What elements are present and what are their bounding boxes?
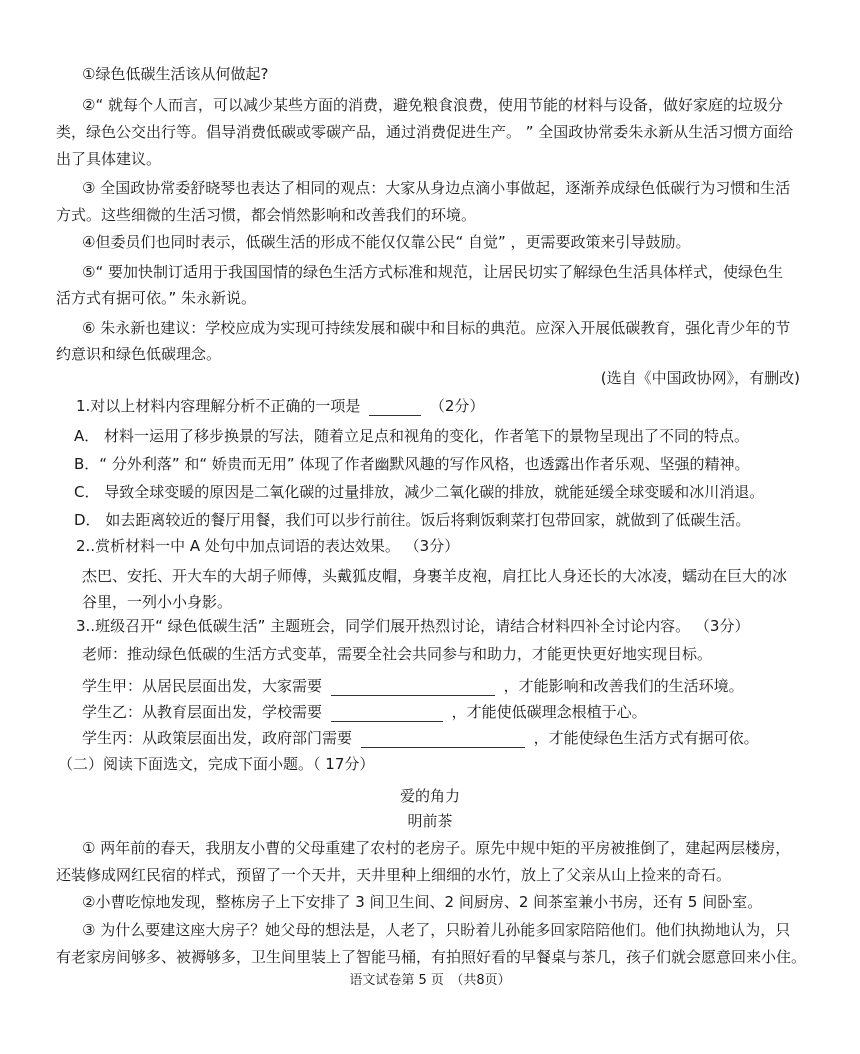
- student-c-blank[interactable]: [361, 731, 525, 748]
- student-c-line: [82, 728, 860, 748]
- option-d: D． 如去距离较近的餐厅用餐，我们可以步行前往。饭后将剩饭剩菜打包带回家，就做到了低碳生活。: [74, 511, 751, 529]
- paragraph-line: ① 两年前的春天，我朋友小曹的父母重建了农村的老房子。原先中规中矩的平房被推倒了，建起两层楼房，: [82, 839, 791, 857]
- paragraph-line: 出了具体建议。: [56, 150, 162, 168]
- paragraph-line: ⑤“ 要加快制订适用于我国国情的绿色生活方式标准和规范，让居民切实了解绿色生活具体样式，使绿色生: [82, 263, 783, 281]
- option-b: B．“ 分外利落” 和“ 娇贵而无用” 体现了作者幽默风趣的写作风格，也透露出作者乐观、坚强的精神。: [74, 455, 750, 473]
- student-b-line: [82, 702, 860, 722]
- paragraph-line: ②“ 就每个人而言，可以减少某些方面的消费，避免粮食浪费，使用节能的材料与设备，做好家庭的垃圾分: [82, 96, 783, 114]
- question-1-stem: [76, 396, 860, 416]
- paragraph-line: 约意识和绿色低碳理念。: [56, 345, 222, 363]
- quote-line: 谷里，一列小小身影。: [82, 593, 233, 611]
- question-3-stem: 3..班级召开“ 绿色低碳生活” 主题班会，同学们展开热烈讨论，请结合材料四补全讨论内容。 （3分）: [76, 617, 750, 635]
- student-b-suffix: ，才能使低碳理念根植于心。: [451, 703, 647, 721]
- student-a-line: [82, 676, 860, 696]
- paragraph-line: 有老家房间够多、被褥够多，卫生间里装上了智能马桶，有拍照好看的早餐桌与茶几，孩子们就会愿意回来小住。: [56, 948, 807, 966]
- paragraph-line: 类，绿色公交出行等。倡导消费低碳或零碳产品，通过消费促进生产。 ” 全国政协常委朱永新从生活习惯方面给: [56, 123, 794, 141]
- student-c-prefix: 学生丙：从政策层面出发，政府部门需要: [82, 729, 353, 747]
- paragraph-line: ②小曹吃惊地发现，整栋房子上下安排了 3 间卫生间、2 间厨房、2 间茶室兼小书房，还有 5 间卧室。: [82, 893, 763, 911]
- question-1-text: 1.对以上材料内容理解分析不正确的一项是: [76, 397, 361, 415]
- question-2-stem: 2..赏析材料一中 A 处句中加点词语的表达效果。 （3分）: [76, 537, 460, 555]
- article-title: 爱的角力: [399, 787, 460, 805]
- source-citation: (选自《中国政协网》，有删改): [600, 369, 800, 387]
- teacher-line: 老师：推动绿色低碳的生活方式变革，需要全社会共同参与和助力，才能更快更好地实现目标。: [82, 645, 713, 663]
- student-a-suffix: ，才能影响和改善我们的生活环境。: [503, 677, 744, 695]
- paragraph-line: 还装修成网红民宿的样式，预留了一个天井，天井里种上细细的水竹，放上了父亲从山上捡来的奇石。: [56, 866, 732, 884]
- paragraph-line: ①绿色低碳生活该从何做起?: [82, 65, 269, 83]
- paragraph-line: ③ 全国政协常委舒晓琴也表达了相同的观点：大家从身边点滴小事做起，逐渐养成绿色低碳行为习惯和生活: [82, 179, 791, 197]
- article-author: 明前茶: [407, 812, 453, 830]
- page-footer: 语文试卷第 5 页 （共8页）: [349, 973, 511, 988]
- quote-line: 杰巴、安托、开大车的大胡子师傅，头戴狐皮帽，身裹羊皮袍，肩扛比人身还长的大冰凌，蠕动在巨大的冰: [82, 567, 788, 585]
- paragraph-line: ③ 为什么要建这座大房子？她父母的想法是，人老了，只盼着儿孙能多回家陪陪他们。他们执拗地认为，只: [82, 921, 791, 939]
- option-a: A． 材料一运用了移步换景的写法，随着立足点和视角的变化，作者笔下的景物呈现出了不同的特点。: [74, 427, 750, 445]
- paragraph-line: 方式。这些细微的生活习惯，都会悄然影响和改善我们的环境。: [56, 206, 477, 224]
- student-a-prefix: 学生甲：从居民层面出发，大家需要: [82, 677, 323, 695]
- student-a-blank[interactable]: [331, 679, 495, 696]
- student-b-prefix: 学生乙：从教育层面出发，学校需要: [82, 703, 323, 721]
- student-b-blank[interactable]: [331, 705, 443, 722]
- paragraph-line: ④但委员们也同时表示，低碳生活的形成不能仅仅靠公民“ 自觉” ，更需要政策来引导鼓励。: [82, 233, 691, 251]
- question-1-score: （2分）: [429, 397, 485, 415]
- student-c-suffix: ，才能使绿色生活方式有据可依。: [533, 729, 759, 747]
- answer-blank[interactable]: [369, 399, 421, 416]
- paragraph-line: 活方式有据可依。” 朱永新说。: [56, 289, 257, 307]
- paragraph-line: ⑥ 朱永新也建议：学校应成为实现可持续发展和碳中和目标的典范。应深入开展低碳教育，强化青少年的节: [82, 319, 791, 337]
- section-2-heading: （二）阅读下面选文，完成下面小题。（ 17分）: [58, 755, 375, 773]
- option-c: C． 导致全球变暖的原因是二氧化碳的过量排放，减少二氧化碳的排放，就能延缓全球变暖和冰川消退。: [74, 483, 765, 501]
